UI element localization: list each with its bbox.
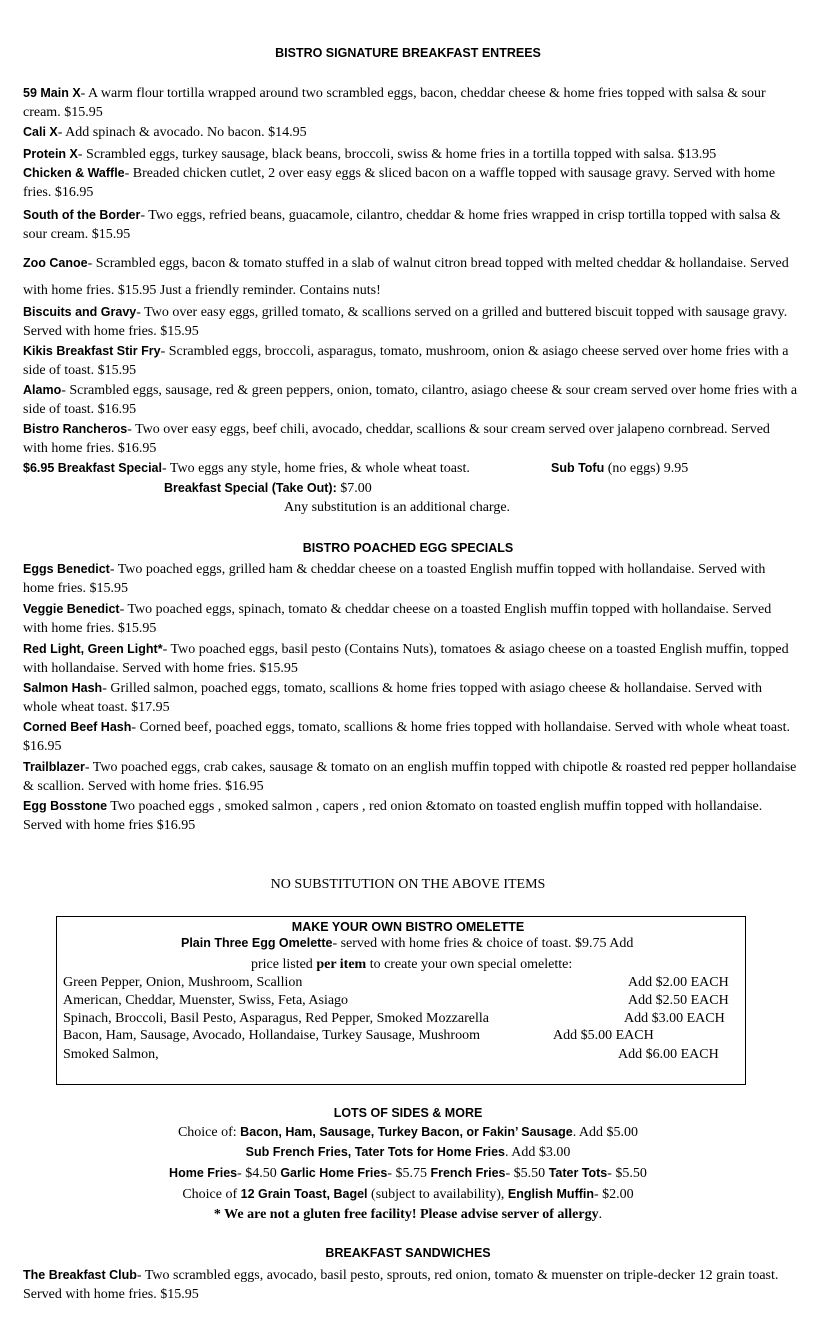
menu-item: [23, 145, 798, 164]
side-name: Home Fries: [169, 1166, 238, 1180]
item-desc: - Scrambled eggs, turkey sausage, black beans, broccoli, swiss & home fries in a tortilla topped with salsa. $13.95: [77, 147, 717, 162]
menu-item: [23, 84, 798, 122]
menu-item: [23, 718, 798, 756]
item-name: Chicken & Waffle: [23, 166, 125, 180]
item-desc: - Add spinach & avocado. No bacon. $14.95: [57, 125, 307, 140]
item-desc: - Grilled salmon, poached eggs, tomato, scallions & home fries topped with asiago cheese & hollandaise. Served with whole wheat toast. $17.95: [23, 681, 762, 715]
sides-line-fries: [0, 1166, 816, 1182]
item-name: Trailblazer: [23, 760, 85, 774]
item-name: South of the Border: [23, 208, 141, 222]
omelette-row-price: Add $3.00 EACH: [624, 1011, 725, 1026]
omelette-heading: MAKE YOUR OWN BISTRO OMELETTE: [291, 920, 525, 934]
sides-text: - $2.00: [594, 1187, 634, 1202]
menu-item: [23, 381, 798, 419]
item-name: The Breakfast Club: [23, 1268, 137, 1282]
sides-line-toast: [0, 1187, 816, 1203]
no-substitution-note: NO SUBSTITUTION ON THE ABOVE ITEMS: [270, 877, 546, 892]
omelette-row-price: Add $6.00 EACH: [618, 1047, 719, 1062]
sides-text: Choice of:: [177, 1125, 241, 1140]
sides-heading: LOTS OF SIDES & MORE: [333, 1106, 483, 1120]
item-name: 59 Main X: [23, 86, 81, 100]
item-desc: - Scrambled eggs, sausage, red & green peppers, onion, tomato, cilantro, asiago cheese & sour cream served over home fries with a side of toast. $16.95: [23, 383, 798, 417]
item-desc: (no eggs) 9.95: [604, 461, 689, 476]
item-name: Corned Beef Hash: [23, 720, 132, 734]
item-name: Breakfast Special (Take Out):: [164, 481, 337, 495]
note-text: to create your own special omelette:: [366, 957, 573, 972]
sides-bold: Bacon, Ham, Sausage, Turkey Bacon, or Fakin’ Sausage: [240, 1125, 573, 1139]
sides-bold: 12 Grain Toast, Bagel: [240, 1187, 368, 1201]
breakfast-special-takeout: [164, 481, 372, 497]
item-name: $6.95 Breakfast Special: [23, 461, 162, 475]
item-name: Biscuits and Gravy: [23, 305, 137, 319]
menu-item: [23, 250, 798, 304]
item-name: Eggs Benedict: [23, 562, 110, 576]
sides-text: (subject to availability),: [367, 1187, 508, 1202]
item-desc: - Two poached eggs, crab cakes, sausage & tomato on an english muffin topped with chipotle & roasted red pepper hollandaise & scallion. Served with home fries. $16.95: [23, 760, 797, 794]
menu-item: [23, 420, 798, 458]
omelette-row-items: Spinach, Broccoli, Basil Pesto, Asparagus, Red Pepper, Smoked Mozzarella: [63, 1011, 489, 1026]
poached-heading: BISTRO POACHED EGG SPECIALS: [302, 541, 514, 555]
side-price: - $5.50: [607, 1166, 647, 1181]
menu-item: [23, 1266, 798, 1304]
note-text: price listed: [251, 957, 317, 972]
menu-item: [23, 640, 798, 678]
item-name: Alamo: [23, 383, 62, 397]
item-desc: - A warm flour tortilla wrapped around two scrambled eggs, bacon, cheddar cheese & home fries topped with salsa & sour cream. $15.95: [23, 86, 766, 120]
menu-item: [23, 560, 798, 598]
item-desc: - Breaded chicken cutlet, 2 over easy eggs & sliced bacon on a waffle topped with sausage gravy. Served with home fries. $16.95: [23, 166, 776, 200]
item-name: Cali X: [23, 125, 58, 139]
omelette-row-price: Add $5.00 EACH: [553, 1028, 654, 1043]
sandwiches-heading: BREAKFAST SANDWICHES: [325, 1246, 491, 1260]
item-name: Salmon Hash: [23, 681, 103, 695]
item-desc: - Two scrambled eggs, avocado, basil pesto, sprouts, red onion, tomato & muenster on triple-decker 12 grain toast. Served with home fries. $15.95: [23, 1268, 779, 1302]
item-desc: - Two over easy eggs, grilled tomato, & scallions served on a grilled and buttered biscuit topped with sausage gravy. Served with home fries. $15.95: [23, 305, 788, 339]
menu-item: [23, 206, 798, 244]
menu-item: [23, 600, 798, 638]
sides-text: . Add $5.00: [572, 1125, 639, 1140]
menu-item: [23, 758, 798, 796]
item-name: Plain Three Egg Omelette: [181, 936, 333, 950]
item-name: Egg Bosstone: [23, 799, 108, 813]
side-price: - $5.50: [505, 1166, 549, 1181]
item-desc: - Two poached eggs, basil pesto (Contains Nuts), tomatoes & asiago cheese on a toasted English muffin, topped with hollandaise. Served with home fries. $15.95: [23, 642, 789, 676]
allergy-text: .: [598, 1207, 603, 1222]
side-price: - $5.75: [387, 1166, 431, 1181]
omelette-row-items: Bacon, Ham, Sausage, Avocado, Hollandaise, Turkey Sausage, Mushroom: [63, 1028, 480, 1043]
item-desc: - Scrambled eggs, bacon & tomato stuffed in a slab of walnut citron bread topped with melted cheddar & hollandaise. Served with home fries. $15.95 Just a friendly reminder. Contains nuts!: [23, 256, 789, 298]
item-name: Sub Tofu: [551, 461, 605, 475]
menu-item: [23, 164, 798, 202]
item-desc: - Scrambled eggs, broccoli, asparagus, tomato, mushroom, onion & asiago cheese served over home fries with a side of toast. $15.95: [23, 344, 789, 378]
item-name: Zoo Canoe: [23, 256, 88, 270]
menu-item: [23, 123, 798, 142]
item-name: Bistro Rancheros: [23, 422, 128, 436]
allergy-bold: * We are not a gluten free facility! Please advise server of allergy: [213, 1207, 599, 1222]
omelette-row-price: Add $2.50 EACH: [628, 993, 729, 1008]
omelette-row-items: Green Pepper, Onion, Mushroom, Scallion: [63, 975, 303, 990]
item-desc: - Two eggs any style, home fries, & whole wheat toast.: [161, 461, 470, 476]
side-name: Garlic Home Fries: [280, 1166, 388, 1180]
item-desc: Two poached eggs , smoked salmon , capers , red onion &tomato on toasted english muffin topped with hollandaise. Served with home fries $16.95: [23, 799, 763, 833]
sides-line-meats: [0, 1125, 816, 1141]
entrees-heading: BISTRO SIGNATURE BREAKFAST ENTREES: [275, 46, 541, 60]
sub-tofu: [551, 461, 688, 477]
item-name: Veggie Benedict: [23, 602, 120, 616]
note-bold: per item: [316, 957, 367, 972]
item-desc: - served with home fries & choice of toast. $9.75 Add: [332, 936, 634, 951]
omelette-price-note: [251, 957, 572, 973]
allergy-note: [0, 1207, 816, 1223]
sides-bold: Sub French Fries, Tater Tots for Home Fries: [245, 1145, 505, 1159]
item-name: Red Light, Green Light*: [23, 642, 163, 656]
menu-item: [23, 342, 798, 380]
breakfast-special: [23, 461, 470, 477]
side-name: French Fries: [430, 1166, 506, 1180]
sides-bold: English Muffin: [507, 1187, 595, 1201]
sides-text: . Add $3.00: [504, 1145, 571, 1160]
sides-text: Choice of: [182, 1187, 241, 1202]
side-name: Tater Tots: [548, 1166, 608, 1180]
item-name: Kikis Breakfast Stir Fry: [23, 344, 161, 358]
item-desc: - Corned beef, poached eggs, tomato, scallions & home fries topped with hollandaise. Served with whole wheat toast. $16.95: [23, 720, 790, 754]
sides-line-substitute: [0, 1145, 816, 1161]
omelette-row-items: Smoked Salmon,: [63, 1047, 159, 1062]
item-desc: - Two eggs, refried beans, guacamole, cilantro, cheddar & home fries wrapped in crisp tortilla topped with salsa & sour cream. $15.95: [23, 208, 781, 242]
item-desc: - Two over easy eggs, beef chili, avocado, cheddar, scallions & sour cream served over jalapeno cornbread. Served with home fries. $16.95: [23, 422, 770, 456]
item-desc: - Two poached eggs, spinach, tomato & cheddar cheese on a toasted English muffin topped with hollandaise. Served with home fries. $15.95: [23, 602, 772, 636]
menu-item: [23, 679, 798, 717]
item-name: Protein X: [23, 147, 78, 161]
side-price: - $4.50: [237, 1166, 281, 1181]
omelette-row-items: American, Cheddar, Muenster, Swiss, Feta, Asiago: [63, 993, 349, 1008]
item-desc: - Two poached eggs, grilled ham & cheddar cheese on a toasted English muffin topped with hollandaise. Served with home fries. $15.95: [23, 562, 766, 596]
omelette-row-price: Add $2.00 EACH: [628, 975, 729, 990]
menu-item: [23, 303, 798, 341]
substitution-note: Any substitution is an additional charge.: [284, 500, 511, 515]
item-desc: $7.00: [336, 481, 372, 496]
menu-item: [23, 797, 798, 835]
plain-omelette: [181, 936, 633, 952]
